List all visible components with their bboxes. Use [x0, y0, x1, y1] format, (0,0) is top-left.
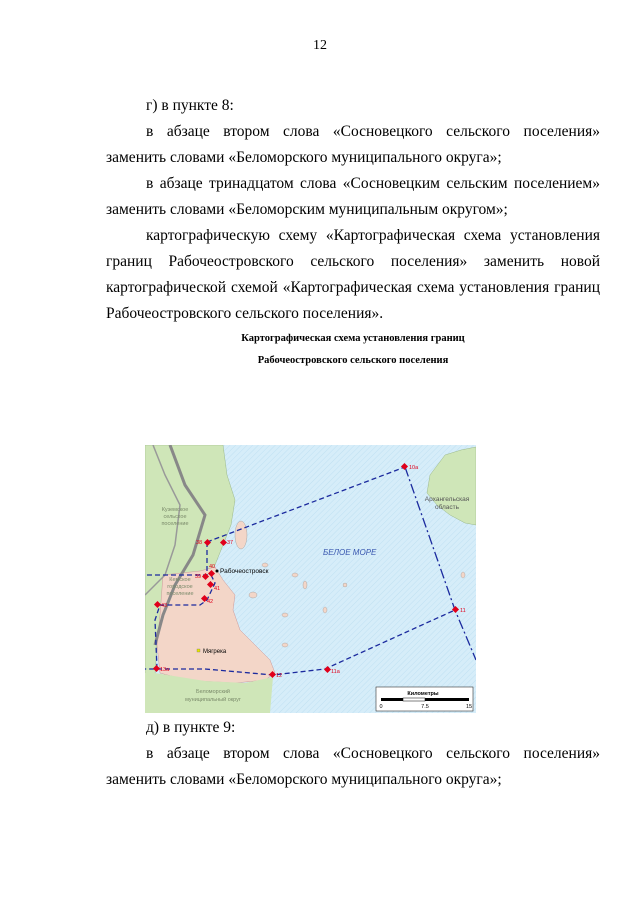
section-g-item: г) в пункте 8: — [146, 97, 234, 114]
arkhangelsk-label-2: область — [434, 504, 460, 511]
island — [303, 581, 307, 589]
island — [249, 592, 257, 598]
kuzema-label-2: сельское — [163, 514, 187, 520]
belomorsk-label-2: муниципальный округ — [185, 697, 241, 703]
island — [235, 521, 247, 549]
myagreka-label: Мягрека — [203, 649, 227, 655]
section-d-item: д) в пункте 9: — [146, 719, 236, 736]
boundary-map — [145, 445, 476, 713]
island — [323, 607, 327, 613]
island — [343, 583, 347, 587]
island — [282, 613, 288, 617]
section-g-para-3: картографическую схему «Картографическая схема установления границ Рабочеостровского сельского поселения» заменить новой картографической схемой «Картографическая схема установления границ Рабочеостровского сельского поселения». — [106, 227, 600, 322]
kuzema-label-3: поселение — [161, 521, 189, 527]
section-g-para-1: в абзаце втором слова «Сосновецкого сельского поселения» заменить словами «Беломорского муниципального округа»; — [106, 123, 600, 166]
island — [292, 573, 298, 577]
scale-0: 0 — [379, 704, 383, 710]
section-d-para-1: в абзаце втором слова «Сосновецкого сельского поселения» заменить словами «Беломорского муниципального округа»; — [106, 745, 600, 788]
point-40-label: 40 — [209, 564, 216, 570]
section-g-para-2: в абзаце тринадцатом слова «Сосновецким сельским поселением» заменить словами «Беломорским муниципальным округом»; — [106, 175, 600, 218]
belomorsk-label-1: Беломорский — [195, 689, 231, 695]
point-42-label: 42 — [207, 599, 214, 605]
scale-title: Километры — [407, 691, 439, 697]
point-37-label: 37 — [227, 540, 234, 546]
kem-label-3: поселение — [166, 591, 194, 597]
point-43-label: 43 — [161, 603, 168, 609]
map-title — [106, 328, 600, 372]
scale-bar — [376, 687, 473, 711]
section-d — [106, 715, 600, 793]
point-13a-label: 13а — [160, 667, 170, 673]
arkhangelsk-label-1: Архангельская — [424, 496, 470, 503]
island — [461, 572, 465, 578]
page-number: 12 — [313, 38, 327, 53]
scale-mid: 7.5 — [421, 704, 429, 710]
myagreka-marker — [197, 649, 200, 652]
point-39-label: 39 — [195, 574, 202, 580]
section-g — [106, 93, 600, 327]
point-12-label: 12 — [276, 673, 283, 679]
map-title-line-1: Картографическая схема установления границ — [241, 333, 465, 344]
kem-label-1: Кемское — [169, 577, 191, 583]
kuzema-label-1: Куземское — [161, 507, 189, 513]
point-41-label: 41 — [214, 586, 221, 592]
point-11-label: 11 — [460, 608, 466, 614]
rabocheostrovsk-label: Рабочеостровск — [220, 568, 269, 575]
scale-max: 15 — [465, 704, 473, 710]
point-10a-label: 10а — [409, 465, 419, 471]
island — [282, 643, 288, 647]
sea-label: БЕЛОЕ МОРЕ — [323, 548, 377, 557]
island — [262, 563, 268, 567]
kem-label-2: городское — [167, 584, 193, 590]
map-title-line-2: Рабочеостровского сельского поселения — [257, 355, 449, 366]
point-38-label: 38 — [196, 540, 203, 546]
point-11a-label: 11а — [331, 669, 340, 675]
rabocheostrovsk-marker — [216, 570, 219, 573]
